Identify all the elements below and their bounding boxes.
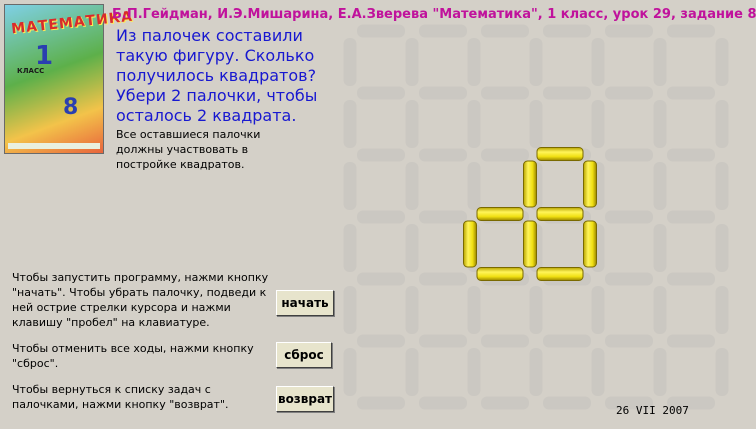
stick-slot <box>468 348 481 396</box>
stick-slot <box>592 38 605 86</box>
stick-slot <box>357 211 405 224</box>
stick-slot <box>468 38 481 86</box>
stick-slot <box>406 38 419 86</box>
stick-slot <box>543 25 591 38</box>
stick-slot <box>357 335 405 348</box>
matchstick[interactable] <box>537 208 583 221</box>
stick-slot <box>654 348 667 396</box>
stick-slot <box>716 162 729 210</box>
book-cover-subtitle: КЛАСС <box>17 67 45 75</box>
stick-slot <box>592 348 605 396</box>
stick-slot <box>481 397 529 410</box>
stick-slot <box>357 149 405 162</box>
stick-slot <box>667 335 715 348</box>
stick-slot <box>481 87 529 100</box>
book-cover-decoration: 8 <box>63 95 79 120</box>
stick-slot <box>654 224 667 272</box>
stick-slot <box>716 348 729 396</box>
date-label: 26 VII 2007 <box>616 404 689 417</box>
stick-slot <box>344 100 357 148</box>
stick-slot <box>605 335 653 348</box>
stick-slot <box>530 348 543 396</box>
book-cover-grade: 1 <box>35 41 54 71</box>
matchstick[interactable] <box>477 268 523 281</box>
matchstick[interactable] <box>584 161 597 207</box>
stick-slot <box>667 211 715 224</box>
stick-slot <box>406 286 419 334</box>
matchstick[interactable] <box>584 221 597 267</box>
help-reset: Чтобы отменить все ходы, нажми кнопку "сброс". <box>12 342 254 370</box>
matchstick[interactable] <box>464 221 477 267</box>
task-question: Из палочек составили такую фигуру. Сколько получилось квадратов? Убери 2 палочки, чтобы осталось 2 квадрата. <box>116 26 318 125</box>
stick-slot <box>716 38 729 86</box>
stick-slot <box>357 87 405 100</box>
stick-slot <box>406 348 419 396</box>
stick-slot <box>419 149 467 162</box>
matchstick-figure[interactable] <box>464 148 597 281</box>
back-button[interactable]: возврат <box>276 386 334 412</box>
stick-slot <box>344 224 357 272</box>
stick-slot <box>344 162 357 210</box>
stick-slot <box>667 149 715 162</box>
stick-slot <box>357 273 405 286</box>
stick-slot <box>481 335 529 348</box>
stick-slot <box>530 38 543 86</box>
stick-slot <box>419 273 467 286</box>
stick-slot <box>543 397 591 410</box>
matchstick[interactable] <box>524 161 537 207</box>
matchstick[interactable] <box>477 208 523 221</box>
stick-slot <box>344 38 357 86</box>
stick-slot <box>605 87 653 100</box>
stick-slot <box>667 25 715 38</box>
stick-slot <box>592 286 605 334</box>
help-start: Чтобы запустить программу, нажми кнопку "начать". Чтобы убрать палочку, подведи к ней острие стрелки курсора и нажми клавишу "пробел" на клавиатуре. <box>12 271 269 329</box>
stick-slot <box>419 25 467 38</box>
stick-slot <box>406 224 419 272</box>
stick-slot <box>716 286 729 334</box>
matchstick[interactable] <box>537 268 583 281</box>
stick-slot <box>419 87 467 100</box>
stick-slot <box>605 273 653 286</box>
book-cover-title: МАТЕМАТИКА <box>10 8 134 38</box>
stick-slot <box>667 273 715 286</box>
stick-slot <box>530 286 543 334</box>
stick-slot <box>481 25 529 38</box>
stick-slot <box>406 100 419 148</box>
stick-slot <box>344 286 357 334</box>
stick-slot <box>406 162 419 210</box>
page-title: Б.П.Гейдман, И.Э.Мишарина, Е.А.Зверева "Математика", 1 класс, урок 29, задание 8 <box>112 7 756 22</box>
stick-slot <box>654 38 667 86</box>
stick-slot <box>419 211 467 224</box>
stick-slot <box>468 162 481 210</box>
stick-slot <box>667 87 715 100</box>
stick-slot <box>468 100 481 148</box>
stick-slot <box>592 100 605 148</box>
stick-slot <box>344 348 357 396</box>
stick-slot <box>605 25 653 38</box>
stick-slot <box>468 286 481 334</box>
stick-slot <box>357 25 405 38</box>
task-note: Все оставшиеся палочки должны участвовать в постройке квадратов. <box>116 128 261 171</box>
stick-slot <box>419 335 467 348</box>
stick-slot <box>716 224 729 272</box>
stick-slot <box>716 100 729 148</box>
matchstick[interactable] <box>537 148 583 161</box>
stick-slot <box>605 211 653 224</box>
help-back: Чтобы вернуться к списку задач с палочками, нажми кнопку "возврат". <box>12 383 229 411</box>
grid-slots <box>344 25 729 410</box>
stick-slot <box>357 397 405 410</box>
stick-slot <box>543 87 591 100</box>
reset-button[interactable]: сброс <box>276 342 332 368</box>
stick-slot <box>605 149 653 162</box>
stick-slot <box>654 162 667 210</box>
matchstick[interactable] <box>524 221 537 267</box>
stick-slot <box>654 286 667 334</box>
stick-slot <box>530 100 543 148</box>
stick-slot <box>654 100 667 148</box>
stick-slot <box>543 335 591 348</box>
stick-slot <box>419 397 467 410</box>
stick-slot <box>481 149 529 162</box>
start-button[interactable]: начать <box>276 290 334 316</box>
